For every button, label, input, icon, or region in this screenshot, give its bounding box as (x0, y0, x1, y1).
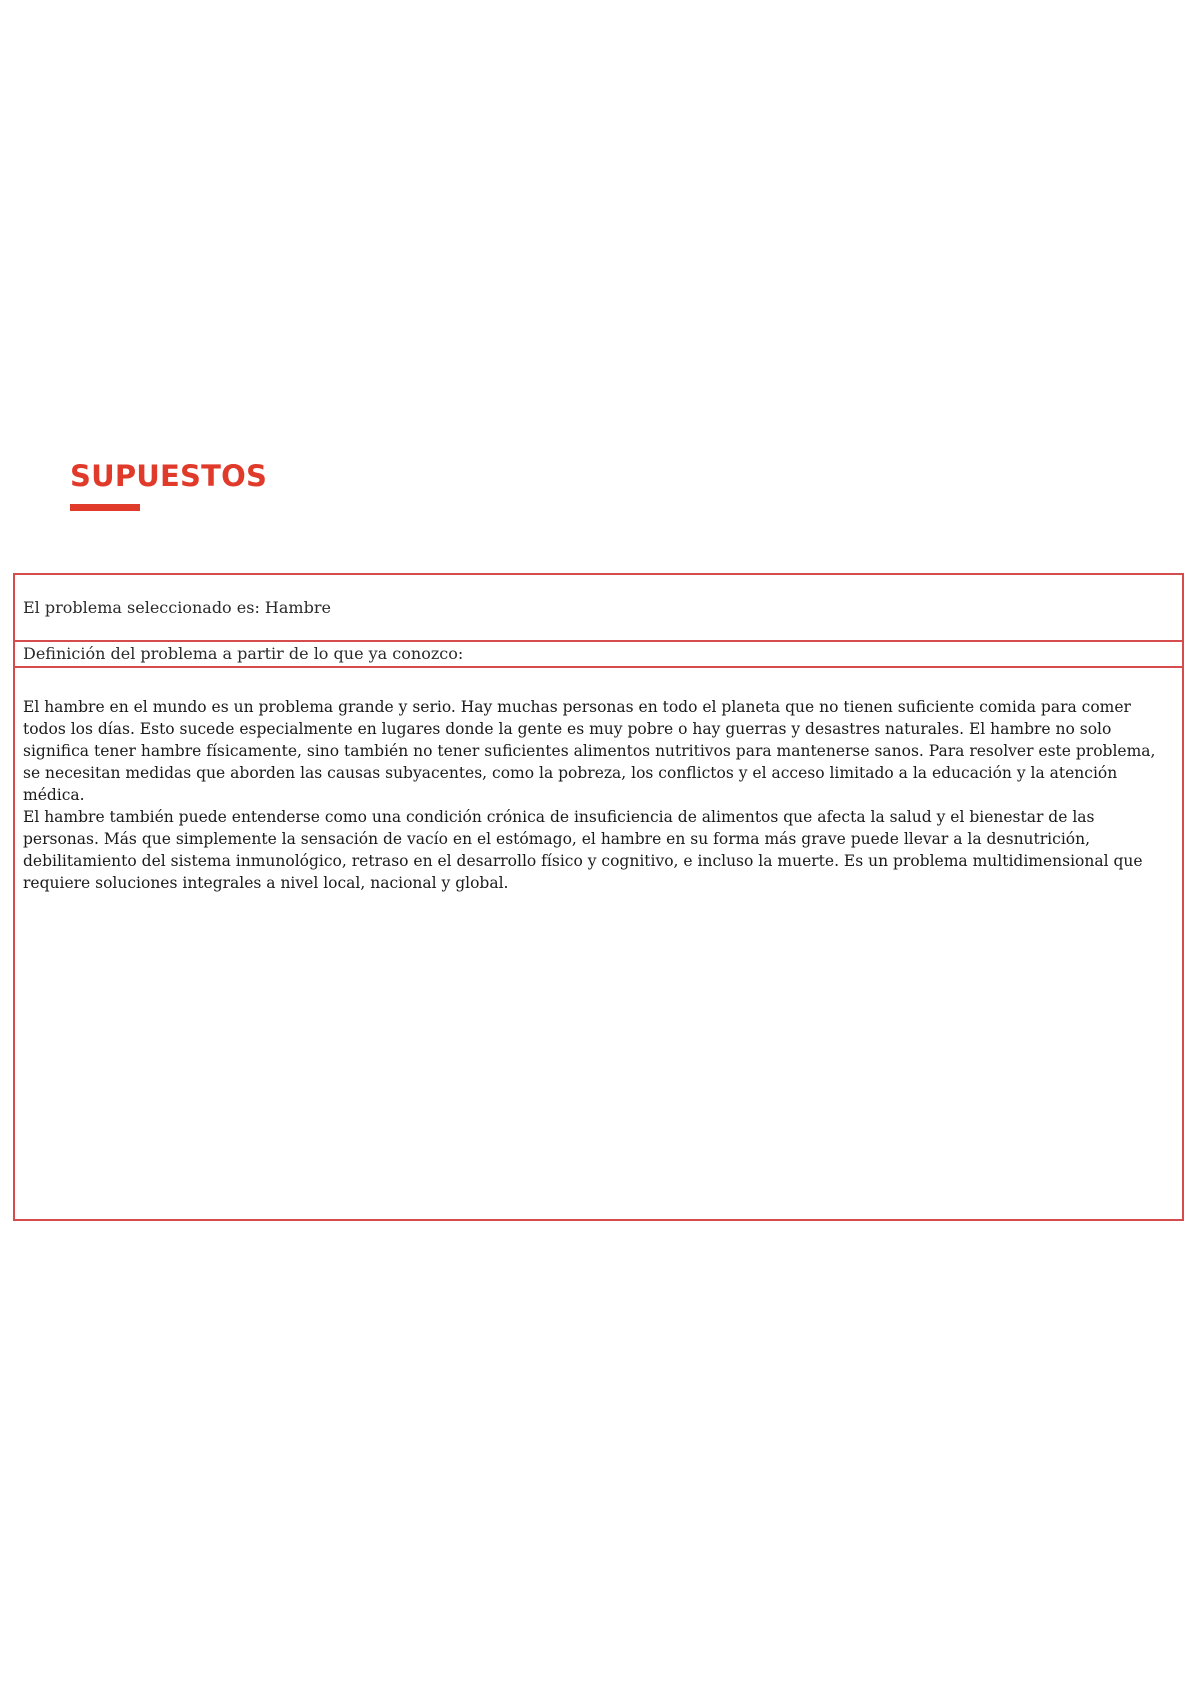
paragraph: El hambre también puede entenderse como una condición crónica de insuficiencia de alimentos que afecta la salud y el bienestar de las personas. Más que simplemente la sensación de vacío en el estómago, el hambre en su forma más grave puede llevar a la desnutrición, debilitamiento del sistema inmunológico, retraso en el desarrollo físico y cognitivo, e incluso la muerte. Es un problema multidimensional que requiere soluciones integrales a nivel local, nacional y global. (23, 808, 1143, 892)
definition-label: Definición del problema a partir de lo que ya conozco: (23, 644, 464, 663)
selected-problem-label: El problema seleccionado es: Hambre (23, 598, 331, 617)
paragraph: El hambre en el mundo es un problema grande y serio. Hay muchas personas en todo el planeta que no tienen suficiente comida para comer todos los días. Esto sucede especialmente en lugares donde la gente es muy pobre o hay guerras y desastres naturales. El hambre no solo significa tener hambre físicamente, sino también no tener suficientes alimentos nutritivos para mantenerse sanos. Para resolver este problema, se necesitan medidas que aborden las causas subyacentes, como la pobreza, los conflictos y el acceso limitado a la educación y la atención médica. (23, 698, 1156, 804)
definition-row (15, 642, 1182, 668)
section-title: SUPUESTOS (70, 459, 268, 493)
problem-form-frame (13, 573, 1184, 1221)
title-underline (70, 504, 140, 511)
definition-text (23, 696, 1173, 894)
selected-problem-row (15, 575, 1182, 642)
